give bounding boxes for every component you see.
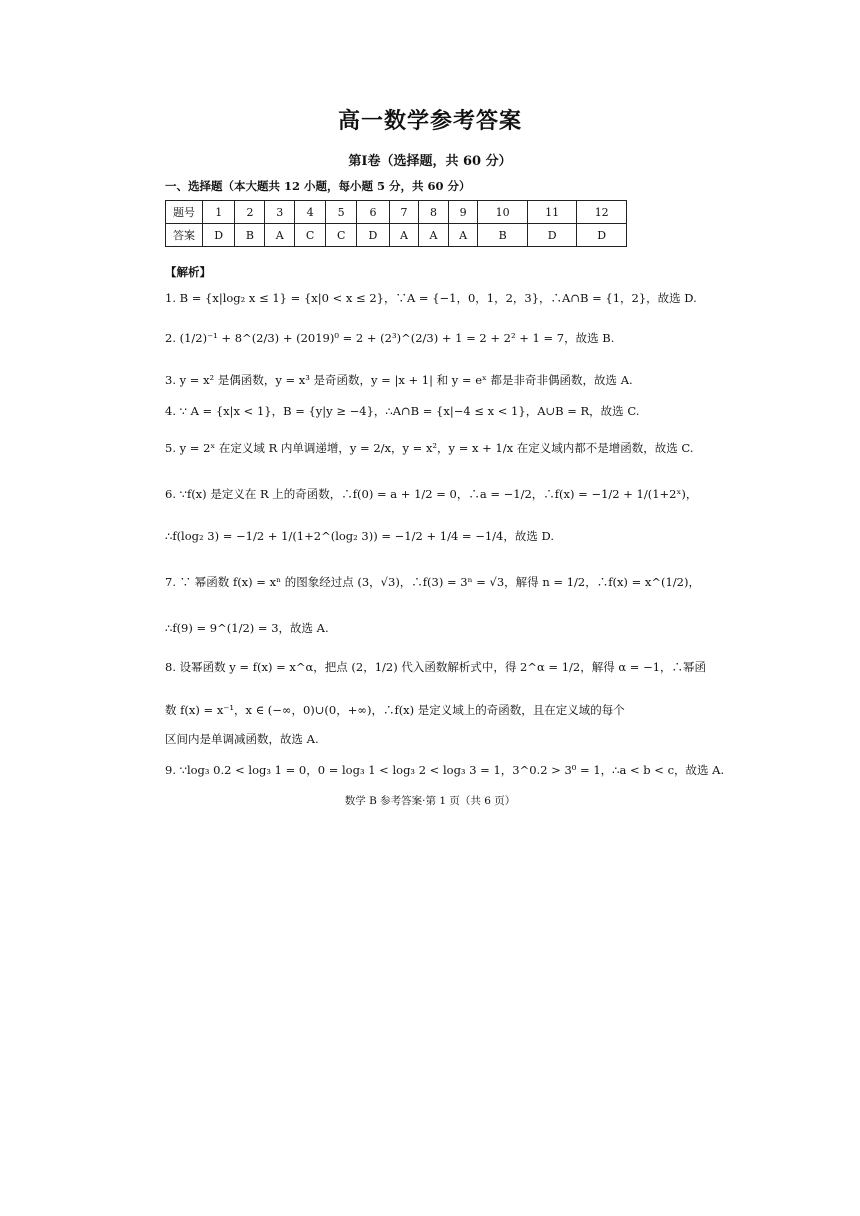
question-number: 6 <box>357 201 389 224</box>
part-subtitle: 第Ⅰ卷（选择题，共 60 分） <box>348 154 512 169</box>
question-number: 3 <box>265 201 295 224</box>
question-number: 2 <box>235 201 265 224</box>
question-number: 5 <box>326 201 357 224</box>
answer-cell: A <box>448 224 478 247</box>
question-number: 9 <box>448 201 478 224</box>
row-label-answers: 答案 <box>166 224 203 247</box>
question-number: 7 <box>389 201 419 224</box>
answer-cell: A <box>265 224 295 247</box>
analysis-heading: 【解析】 <box>165 265 211 279</box>
answer-cell: A <box>389 224 419 247</box>
solution-line: 2. (1/2)⁻¹ + 8^(2/3) + (2019)⁰ = 2 + (2³)^(2/3) + 1 = 2 + 2² + 1 = 7，故选 B. <box>165 331 615 345</box>
solution-line: ∴f(log₂ 3) = −1/2 + 1/(1+2^(log₂ 3)) = −1/2 + 1/4 = −1/4，故选 D. <box>165 529 554 543</box>
solution-line: 6. ∵f(x) 是定义在 R 上的奇函数，∴f(0) = a + 1/2 = 0，∴a = −1/2，∴f(x) = −1/2 + 1/(1+2ˣ)， <box>165 487 698 501</box>
solution-line: 5. y = 2ˣ 在定义域 R 内单调递增，y = 2/x，y = x²，y = x + 1/x 在定义域内都不是增函数，故选 C. <box>165 441 694 455</box>
answer-cell: A <box>419 224 449 247</box>
question-number: 1 <box>203 201 235 224</box>
solution-line: 7. ∵ 幂函数 f(x) = xⁿ 的图象经过点 (3，√3)，∴f(3) = 3ⁿ = √3，解得 n = 1/2，∴f(x) = x^(1/2)， <box>165 575 700 589</box>
solution-line: 4. ∵ A = {x|x < 1}，B = {y|y ≥ −4}，∴A∩B = {x|−4 ≤ x < 1}，A∪B = R，故选 C. <box>165 404 640 418</box>
solution-line: 8. 设幂函数 y = f(x) = x^α，把点 (2，1/2) 代入函数解析式中，得 2^α = 1/2，解得 α = −1，∴幂函 <box>165 660 707 674</box>
question-number: 12 <box>577 201 627 224</box>
answer-cell: B <box>478 224 528 247</box>
answer-cell: D <box>203 224 235 247</box>
answer-cell: C <box>295 224 326 247</box>
answer-cell: C <box>326 224 357 247</box>
answer-cell: D <box>577 224 627 247</box>
answer-cell: B <box>235 224 265 247</box>
question-number: 11 <box>527 201 577 224</box>
question-number: 10 <box>478 201 528 224</box>
answer-cell: D <box>527 224 577 247</box>
question-number-row <box>166 201 627 224</box>
solution-line: 数 f(x) = x⁻¹，x ∈ (−∞，0)∪(0，+∞)，∴f(x) 是定义域上的奇函数，且在定义域的每个 <box>165 703 625 717</box>
question-number: 8 <box>419 201 449 224</box>
solution-line: 3. y = x² 是偶函数，y = x³ 是奇函数，y = |x + 1| 和 y = eˣ 都是非奇非偶函数，故选 A. <box>165 373 633 387</box>
page-footer: 数学 B 参考答案·第 1 页（共 6 页） <box>344 795 516 807</box>
answer-cell: D <box>357 224 389 247</box>
row-label-questions: 题号 <box>166 201 203 224</box>
solution-line: 1. B = {x|log₂ x ≤ 1} = {x|0 < x ≤ 2}，∵A = {−1，0，1，2，3}，∴A∩B = {1，2}，故选 D. <box>165 291 697 305</box>
question-number: 4 <box>295 201 326 224</box>
page-title: 高一数学参考答案 <box>337 108 522 134</box>
solution-line: 区间内是单调减函数，故选 A. <box>165 732 319 746</box>
solution-line: ∴f(9) = 9^(1/2) = 3，故选 A. <box>165 621 329 635</box>
answer-table <box>165 200 627 247</box>
answer-row <box>166 224 627 247</box>
section-heading: 一、选择题（本大题共 12 小题，每小题 5 分，共 60 分） <box>165 179 471 193</box>
solution-line: 9. ∵log₃ 0.2 < log₃ 1 = 0，0 = log₃ 1 < log₃ 2 < log₃ 3 = 1，3^0.2 > 3⁰ = 1，∴a < b < c，故选 A. <box>165 763 725 777</box>
